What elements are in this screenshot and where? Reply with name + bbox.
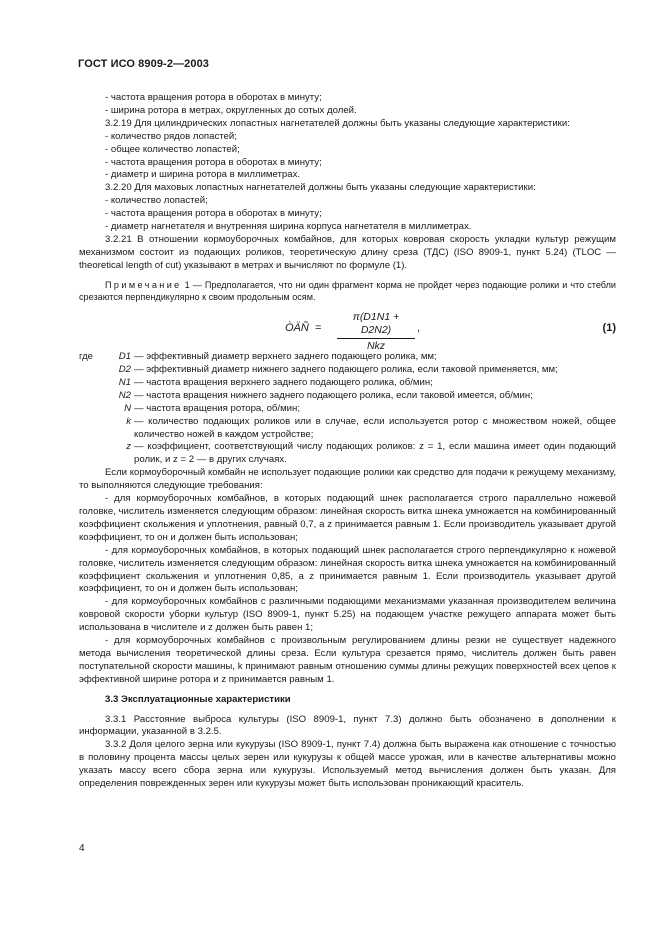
clause-3-2-19: 3.2.19 Для цилиндрических лопастных нагнетателей должны быть указаны следующие характеристики: bbox=[105, 117, 570, 129]
definition-symbol: N bbox=[124, 402, 131, 414]
definition-item bbox=[79, 351, 616, 364]
paragraph: - количество лопастей; bbox=[105, 195, 208, 207]
note bbox=[79, 279, 616, 303]
definition-symbol: N1 bbox=[118, 376, 131, 388]
definition-symbol: N2 bbox=[118, 389, 131, 401]
definition-lead: где bbox=[79, 351, 94, 363]
page-number: 4 bbox=[79, 843, 85, 854]
definition-symbol: z bbox=[126, 441, 131, 453]
definition-text: — частота вращения нижнего заднего подающего ролика, если таковой имеется, об/мин; bbox=[134, 389, 533, 401]
formula-1 bbox=[79, 311, 616, 352]
definition-symbol: k bbox=[126, 415, 131, 427]
paragraph: - частота вращения ротора в оборотах в минуту; bbox=[105, 208, 322, 220]
formula-equals: = bbox=[315, 322, 322, 335]
paragraph: - ширина ротора в метрах, округленных до сотых долей. bbox=[105, 104, 357, 116]
paragraph: - для кормоуборочных комбайнов с различными подающими механизмами указанная производителем величина ковровой скорости уборки культур (ISO 8909-1, пункт 5.25) на подающем участке режущего аппарата может быть использована в числителе и z должен быть равен 1; bbox=[79, 596, 616, 634]
note-text: 1 — Предполагается, что ни один фрагмент корма не пройдет через подающие ролики и что стебли срезаются перпендикулярно к своим продольным осям. bbox=[79, 279, 616, 302]
clause-3-3-1: 3.3.1 Расстояние выброса культуры (ISO 8909-1, пункт 7.3) должно быть обозначено в дополнении к информации, указанной в 3.2.5. bbox=[79, 713, 616, 738]
paragraph: - для кормоуборочных комбайнов с произвольным регулированием длины резки не существует надежного метода вычисления теоретической длины среза. Если культура срезается прямо, числитель должен быть равен поступательной скорости машины, k принимают равным отношению суммы длины режущих поверхностей всех цепов к эффективной ширине ротора и z принимается равным 1. bbox=[79, 635, 616, 685]
definition-text: — эффективный диаметр верхнего заднего подающего ролика, мм; bbox=[134, 351, 437, 363]
clause-3-2-21: 3.2.21 В отношении кормоуборочных комбайнов, для которых ковровая скорость укладки культур режущим механизмом состоит из подающих роликов, теоретическую длину среза (ТДС) (ISO 8909-1, пункт 5.24) (TLOC — theoretical length of cut) указывают в метрах и вычисляют по формуле (1). bbox=[79, 233, 616, 271]
document-body bbox=[79, 92, 616, 791]
section-heading: 3.3 Эксплуатационные характеристики bbox=[105, 693, 291, 705]
paragraph: - общее количество лопастей; bbox=[105, 143, 240, 155]
definition-item bbox=[79, 364, 616, 377]
definition-text: — коэффициент, соответствующий числу подающих роликов: z = 1, если машина имеет один подающий ролик, и z = 2 — в других случаях. bbox=[134, 441, 616, 466]
paragraph: - диаметр и ширина ротора в миллиметрах. bbox=[105, 169, 301, 181]
paragraph: - количество рядов лопастей; bbox=[105, 130, 237, 142]
definition-text: — эффективный диаметр нижнего заднего подающего ролика, если таковой применяется, мм; bbox=[134, 364, 558, 375]
formula-comma: , bbox=[417, 322, 421, 335]
formula-lhs: ÒÄÑ bbox=[285, 322, 309, 335]
paragraph: - для кормоуборочных комбайнов, в которых подающий шнек располагается строго параллельно ножевой головке, числитель изменяется следующим образом: линейная скорость витка шнека умножается на комбинированный коэффициент скольжения и уплотнения, равный 0,7, а z принимается равным 1. Если производитель указывает другой коэффициент, то он и должен быть использован; bbox=[79, 493, 616, 543]
definition-item bbox=[79, 403, 616, 416]
note-label: Примечание bbox=[105, 279, 182, 290]
definition-text: — частота вращения верхнего заднего подающего ролика, об/мин; bbox=[134, 376, 433, 388]
clause-3-2-20: 3.2.20 Для маховых лопастных нагнетателей должны быть указаны следующие характеристики: bbox=[105, 182, 536, 194]
formula-fraction bbox=[337, 311, 415, 353]
formula-denominator: Nkz bbox=[366, 339, 386, 352]
paragraph: Если кормоуборочный комбайн не использует подающие ролики как средство для подачи к режущему механизму, то выполняются следующие требования: bbox=[79, 467, 616, 492]
clause-3-3-2: 3.3.2 Доля целого зерна или кукурузы (ISO 8909-1, пункт 7.4) должна быть выражена как отношение с точностью в половину процента массы целых зерен или кукурузы к общей массе урожая, или в качестве альтернативы можно указать массу всего сбора зерна или кукурузы. Используемый метод вычисления должен быть указан. Для определения поврежденных зерен или кукурузы может быть использован проникающий краситель. bbox=[79, 739, 616, 790]
paragraph: - частота вращения ротора в оборотах в минуту; bbox=[105, 156, 322, 168]
paragraph: - диаметр нагнетателя и внутренняя ширина корпуса нагнетателя в миллиметрах. bbox=[105, 221, 472, 233]
definition-symbol: D2 bbox=[118, 364, 131, 375]
definition-item bbox=[79, 377, 616, 390]
paragraph: - частота вращения ротора в оборотах в минуту; bbox=[105, 92, 322, 103]
definition-item bbox=[79, 441, 616, 467]
page-header: ГОСТ ИСО 8909-2—2003 bbox=[78, 58, 210, 70]
definition-list bbox=[79, 351, 616, 467]
paragraph: - для кормоуборочных комбайнов, в которых подающий шнек располагается строго перпендикулярно к ножевой головке, числитель изменяется следующим образом: линейная скорость витка шнека умножается на комбинированный коэффициент скольжения и уплотнения 0,85, а z принимается равным 1. Если производитель указывает другой коэффициент, то он и должен быть использован; bbox=[79, 544, 616, 595]
definition-symbol: D1 bbox=[118, 351, 131, 363]
definition-text: — количество подающих роликов или в случае, если используется ротор с множеством ножей, общее количество ножей в каждом устройстве; bbox=[134, 415, 616, 440]
formula-number: (1) bbox=[602, 322, 616, 335]
definition-item bbox=[79, 390, 616, 403]
definition-item bbox=[79, 416, 616, 442]
definition-text: — частота вращения ротора, об/мин; bbox=[134, 402, 300, 414]
formula-numerator: π(D1N1 + D2N2) bbox=[337, 311, 415, 339]
